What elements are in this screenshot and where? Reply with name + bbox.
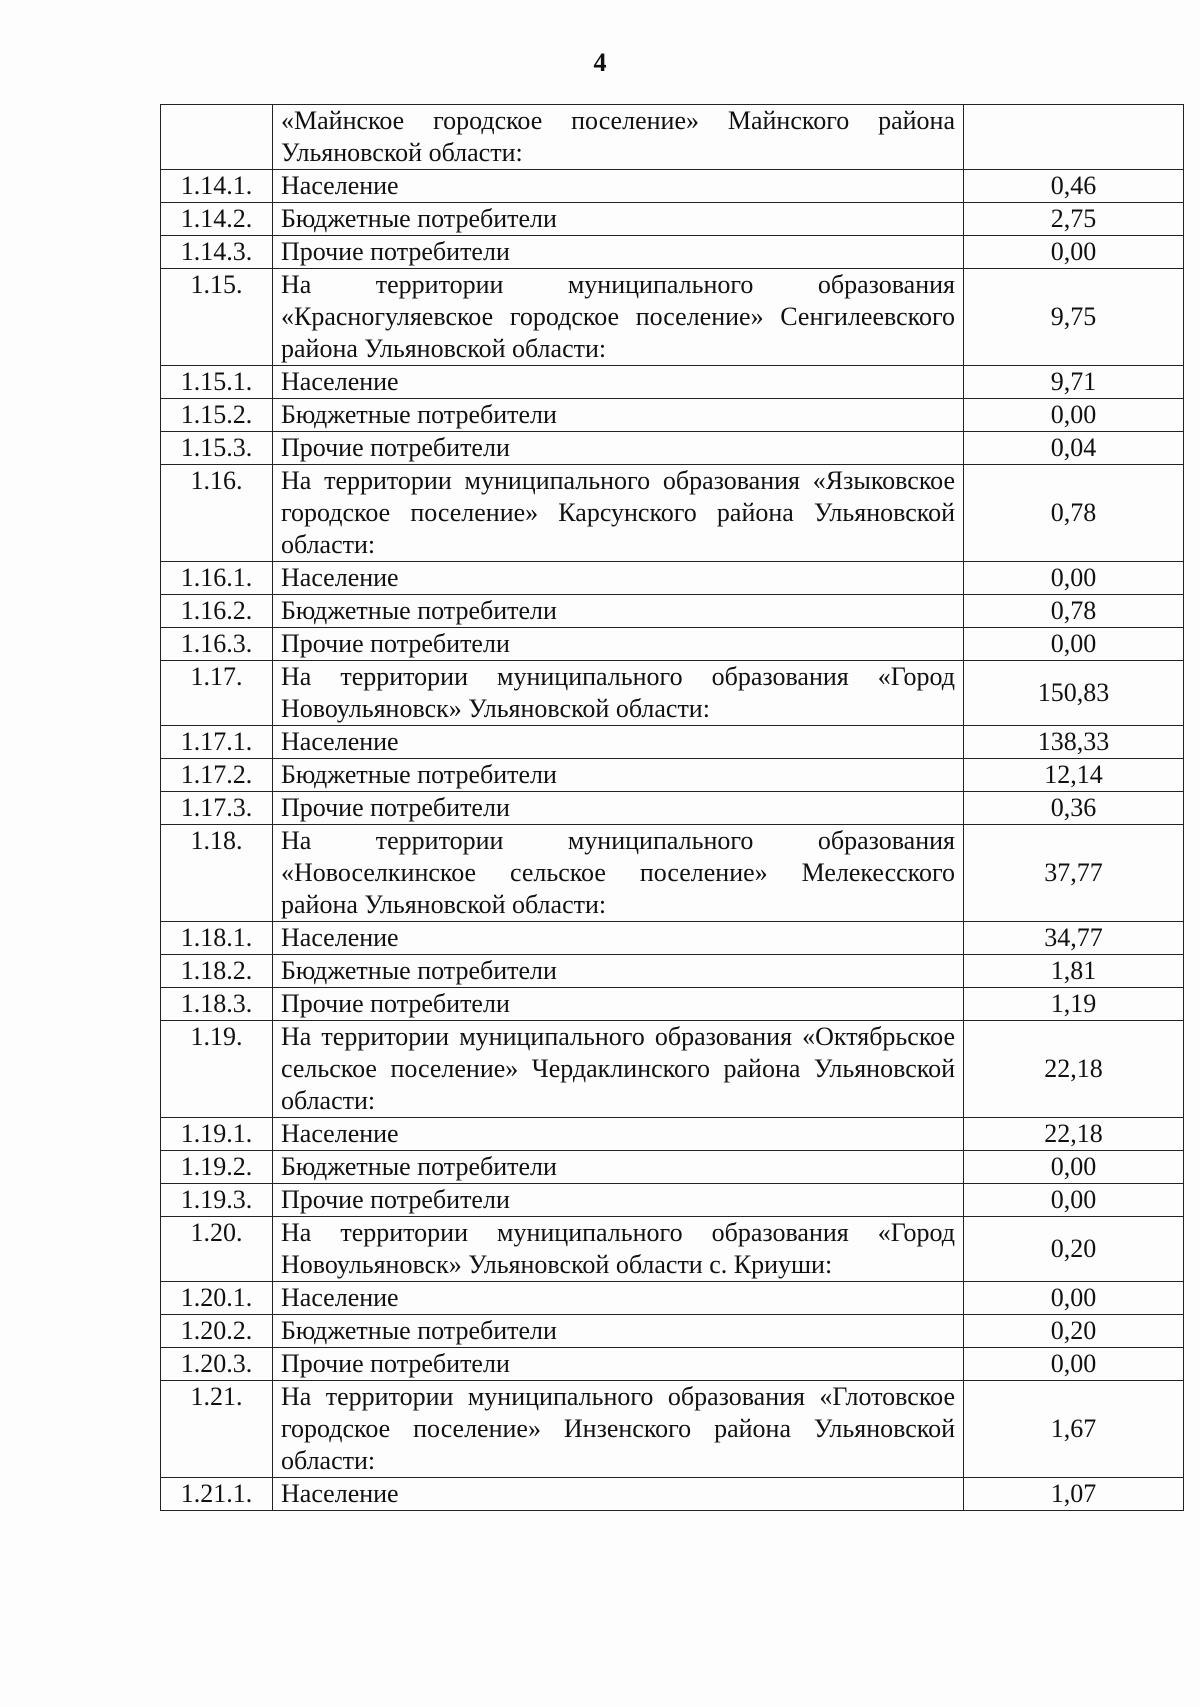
row-number: 1.14.3. bbox=[161, 236, 273, 269]
row-number: 1.20. bbox=[161, 1217, 273, 1282]
row-description: Прочие потребители bbox=[273, 628, 964, 661]
row-value: 138,33 bbox=[964, 726, 1184, 759]
row-number: 1.19.2. bbox=[161, 1151, 273, 1184]
row-description: Прочие потребители bbox=[273, 988, 964, 1021]
row-description: Бюджетные потребители bbox=[273, 1315, 964, 1348]
row-description: На территории муниципального образования «Языковское городское поселение» Карсунского района Ульяновской области: bbox=[273, 465, 964, 562]
row-value: 0,00 bbox=[964, 1151, 1184, 1184]
table-body bbox=[161, 105, 1184, 1511]
row-description: Прочие потребители bbox=[273, 236, 964, 269]
row-number: 1.20.3. bbox=[161, 1348, 273, 1381]
row-value: 0,46 bbox=[964, 170, 1184, 203]
row-description: Прочие потребители bbox=[273, 1348, 964, 1381]
row-number: 1.17.3. bbox=[161, 792, 273, 825]
row-description: На территории муниципального образования «Октябрьское сельское поселение» Чердаклинского района Ульяновской области: bbox=[273, 1021, 964, 1118]
row-number: 1.14.2. bbox=[161, 203, 273, 236]
row-value: 0,00 bbox=[964, 399, 1184, 432]
row-number: 1.17.1. bbox=[161, 726, 273, 759]
table-row bbox=[161, 759, 1184, 792]
row-value: 22,18 bbox=[964, 1021, 1184, 1118]
table-row bbox=[161, 203, 1184, 236]
table-row bbox=[161, 628, 1184, 661]
row-value: 9,71 bbox=[964, 366, 1184, 399]
row-number: 1.17. bbox=[161, 661, 273, 726]
row-number: 1.17.2. bbox=[161, 759, 273, 792]
row-number: 1.18. bbox=[161, 825, 273, 922]
row-value: 1,07 bbox=[964, 1478, 1184, 1511]
row-number: 1.15. bbox=[161, 269, 273, 366]
row-value: 0,78 bbox=[964, 595, 1184, 628]
row-description: Бюджетные потребители bbox=[273, 759, 964, 792]
table-row bbox=[161, 922, 1184, 955]
row-number: 1.15.2. bbox=[161, 399, 273, 432]
row-description: Бюджетные потребители bbox=[273, 955, 964, 988]
row-number: 1.18.1. bbox=[161, 922, 273, 955]
tariff-table bbox=[160, 104, 1184, 1511]
table-row bbox=[161, 726, 1184, 759]
row-number: 1.18.2. bbox=[161, 955, 273, 988]
row-description: На территории муниципального образования «Город Новоульяновск» Ульяновской области: bbox=[273, 661, 964, 726]
row-value: 34,77 bbox=[964, 922, 1184, 955]
row-number: 1.19.3. bbox=[161, 1184, 273, 1217]
row-value: 0,00 bbox=[964, 562, 1184, 595]
row-number: 1.20.2. bbox=[161, 1315, 273, 1348]
row-description: Бюджетные потребители bbox=[273, 595, 964, 628]
table-row-group bbox=[161, 825, 1184, 922]
row-number: 1.16.1. bbox=[161, 562, 273, 595]
row-value: 12,14 bbox=[964, 759, 1184, 792]
row-description: Бюджетные потребители bbox=[273, 203, 964, 236]
table-row bbox=[161, 1348, 1184, 1381]
table-row bbox=[161, 988, 1184, 1021]
row-description: Население bbox=[273, 726, 964, 759]
row-value: 22,18 bbox=[964, 1118, 1184, 1151]
row-value: 0,36 bbox=[964, 792, 1184, 825]
row-number: 1.19. bbox=[161, 1021, 273, 1118]
row-value: 150,83 bbox=[964, 661, 1184, 726]
table-row-group bbox=[161, 1021, 1184, 1118]
row-value: 0,04 bbox=[964, 432, 1184, 465]
table-row-group bbox=[161, 1217, 1184, 1282]
row-value: 37,77 bbox=[964, 825, 1184, 922]
row-number: 1.16.3. bbox=[161, 628, 273, 661]
table-row bbox=[161, 432, 1184, 465]
row-description: Население bbox=[273, 562, 964, 595]
table-row bbox=[161, 399, 1184, 432]
row-number: 1.14.1. bbox=[161, 170, 273, 203]
table-row bbox=[161, 1315, 1184, 1348]
row-description: «Майнское городское поселение» Майнского района Ульяновской области: bbox=[273, 105, 964, 170]
row-number: 1.19.1. bbox=[161, 1118, 273, 1151]
row-number bbox=[161, 105, 273, 170]
row-description: Прочие потребители bbox=[273, 792, 964, 825]
row-description: Население bbox=[273, 1282, 964, 1315]
table-row bbox=[161, 595, 1184, 628]
table-row bbox=[161, 1282, 1184, 1315]
row-description: Прочие потребители bbox=[273, 1184, 964, 1217]
row-description: На территории муниципального образования «Город Новоульяновск» Ульяновской области с. Криуши: bbox=[273, 1217, 964, 1282]
table-row-group bbox=[161, 465, 1184, 562]
row-value: 0,00 bbox=[964, 628, 1184, 661]
row-number: 1.20.1. bbox=[161, 1282, 273, 1315]
table-row bbox=[161, 1478, 1184, 1511]
row-value: 1,81 bbox=[964, 955, 1184, 988]
table-row bbox=[161, 562, 1184, 595]
row-value: 0,00 bbox=[964, 1184, 1184, 1217]
table-row bbox=[161, 366, 1184, 399]
row-number: 1.21.1. bbox=[161, 1478, 273, 1511]
table-row bbox=[161, 955, 1184, 988]
row-description: Прочие потребители bbox=[273, 432, 964, 465]
row-value: 1,19 bbox=[964, 988, 1184, 1021]
row-description: На территории муниципального образования «Красногуляевское городское поселение» Сенгилеевского района Ульяновской области: bbox=[273, 269, 964, 366]
row-number: 1.15.1. bbox=[161, 366, 273, 399]
row-value bbox=[964, 105, 1184, 170]
row-value: 1,67 bbox=[964, 1381, 1184, 1478]
table-row bbox=[161, 236, 1184, 269]
row-value: 9,75 bbox=[964, 269, 1184, 366]
row-value: 2,75 bbox=[964, 203, 1184, 236]
row-description: Население bbox=[273, 366, 964, 399]
row-value: 0,20 bbox=[964, 1217, 1184, 1282]
table-row bbox=[161, 1151, 1184, 1184]
row-value: 0,00 bbox=[964, 1348, 1184, 1381]
row-description: Население bbox=[273, 170, 964, 203]
table-row-group bbox=[161, 105, 1184, 170]
row-description: Население bbox=[273, 1478, 964, 1511]
row-value: 0,20 bbox=[964, 1315, 1184, 1348]
row-description: Население bbox=[273, 922, 964, 955]
table-row bbox=[161, 1118, 1184, 1151]
row-value: 0,00 bbox=[964, 236, 1184, 269]
row-number: 1.15.3. bbox=[161, 432, 273, 465]
row-description: Население bbox=[273, 1118, 964, 1151]
row-number: 1.16.2. bbox=[161, 595, 273, 628]
row-description: На территории муниципального образования «Глотовское городское поселение» Инзенского района Ульяновской области: bbox=[273, 1381, 964, 1478]
row-description: На территории муниципального образования «Новоселкинское сельское поселение» Мелекесского района Ульяновской области: bbox=[273, 825, 964, 922]
row-value: 0,00 bbox=[964, 1282, 1184, 1315]
row-value: 0,78 bbox=[964, 465, 1184, 562]
table-row bbox=[161, 1184, 1184, 1217]
table-row-group bbox=[161, 269, 1184, 366]
table-row bbox=[161, 170, 1184, 203]
table-row-group bbox=[161, 1381, 1184, 1478]
page-number: 4 bbox=[593, 48, 607, 77]
row-description: Бюджетные потребители bbox=[273, 399, 964, 432]
table-row bbox=[161, 792, 1184, 825]
row-description: Бюджетные потребители bbox=[273, 1151, 964, 1184]
row-number: 1.21. bbox=[161, 1381, 273, 1478]
row-number: 1.16. bbox=[161, 465, 273, 562]
table-row-group bbox=[161, 661, 1184, 726]
row-number: 1.18.3. bbox=[161, 988, 273, 1021]
